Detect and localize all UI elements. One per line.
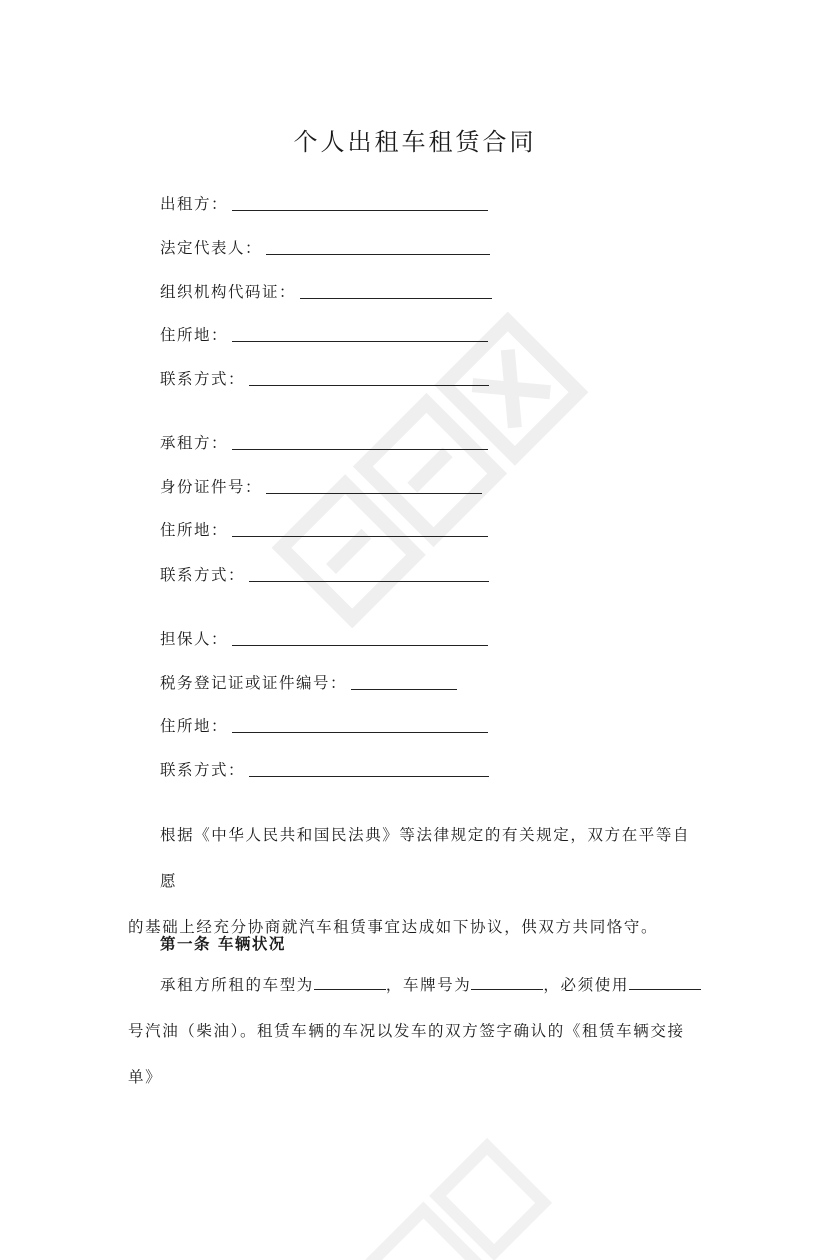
lessor-label: 出租方： xyxy=(160,195,229,213)
tax-id-field xyxy=(160,669,457,693)
lessee-contact-label: 联系方式： xyxy=(160,566,246,584)
id-number-field xyxy=(160,473,482,497)
lessee-blank[interactable] xyxy=(232,449,488,450)
preamble-line-1: 根据《中华人民共和国民法典》等法律规定的有关规定，双方在平等自愿 xyxy=(160,826,691,890)
plate-label: ，车牌号为 xyxy=(385,976,472,994)
fuel-label: ，必须使用 xyxy=(543,976,629,994)
lessor-address-field xyxy=(160,321,488,345)
org-code-blank[interactable] xyxy=(300,298,492,299)
preamble-line-2: 的基础上经充分协商就汽车租赁事宜达成如下协议，供双方共同恪守。 xyxy=(128,918,659,936)
org-code-field xyxy=(160,278,492,302)
lessor-contact-label: 联系方式： xyxy=(160,370,246,388)
contract-title: 个人出租车租赁合同 xyxy=(293,128,537,156)
guarantor-contact-label: 联系方式： xyxy=(160,761,246,779)
article-1-line-2: 号汽油（柴油）。租赁车辆的车况以发车的双方签字确认的《租赁车辆交接单》 xyxy=(128,1022,685,1086)
guarantor-contact-field xyxy=(160,756,489,780)
lessee-contact-blank[interactable] xyxy=(249,581,489,582)
lessor-contact-blank[interactable] xyxy=(249,385,489,386)
tax-id-label: 税务登记证或证件编号： xyxy=(160,674,348,692)
article-1-paragraph xyxy=(128,962,703,1100)
guarantor-contact-blank[interactable] xyxy=(249,776,489,777)
legal-rep-field xyxy=(160,234,490,258)
org-code-label: 组织机构代码证： xyxy=(160,283,297,301)
guarantor-field xyxy=(160,625,488,649)
id-number-blank[interactable] xyxy=(266,493,482,494)
tax-id-blank[interactable] xyxy=(351,689,457,690)
article-1-heading: 第一条 车辆状况 xyxy=(160,934,286,953)
guarantor-label: 担保人： xyxy=(160,630,229,648)
lessor-address-label: 住所地： xyxy=(160,326,229,344)
preamble-paragraph xyxy=(128,812,703,950)
lessor-address-blank[interactable] xyxy=(232,341,488,342)
lessee-label: 承租方： xyxy=(160,434,229,452)
lessee-address-label: 住所地： xyxy=(160,521,229,539)
legal-rep-label: 法定代表人： xyxy=(160,239,263,257)
article-1-line-1 xyxy=(128,962,703,1008)
lessor-contact-field xyxy=(160,365,489,389)
car-model-label: 承租方所租的车型为 xyxy=(160,976,314,994)
guarantor-address-blank[interactable] xyxy=(232,732,488,733)
lessee-contact-field xyxy=(160,561,489,585)
legal-rep-blank[interactable] xyxy=(266,254,490,255)
lessor-field xyxy=(160,190,488,214)
guarantor-address-field xyxy=(160,712,488,736)
guarantor-blank[interactable] xyxy=(232,645,488,646)
lessee-address-blank[interactable] xyxy=(232,536,488,537)
guarantor-address-label: 住所地： xyxy=(160,717,229,735)
lessor-blank[interactable] xyxy=(232,210,488,211)
lessee-address-field xyxy=(160,516,488,540)
fuel-grade-blank[interactable] xyxy=(629,975,701,990)
id-number-label: 身份证件号： xyxy=(160,478,263,496)
lessee-field xyxy=(160,429,488,453)
car-model-blank[interactable] xyxy=(314,975,386,990)
plate-blank[interactable] xyxy=(471,975,543,990)
